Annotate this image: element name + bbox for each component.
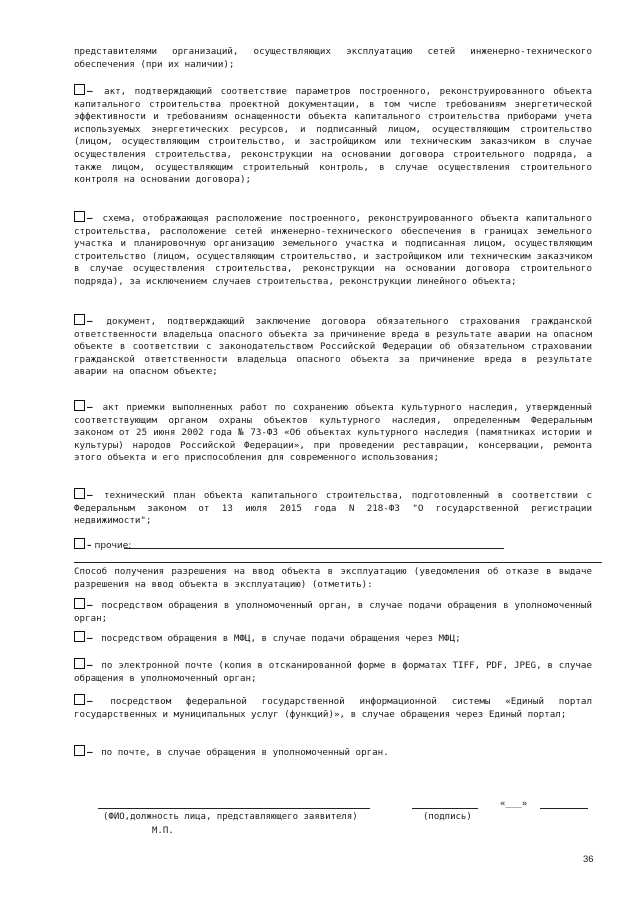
checkbox[interactable]	[74, 488, 85, 499]
dash: –	[87, 633, 93, 644]
section-divider	[74, 562, 602, 563]
dash: –	[87, 660, 93, 671]
method-portal	[74, 694, 592, 721]
dash: –	[87, 213, 93, 224]
item-insurance	[74, 314, 592, 379]
other-label: прочие:	[94, 541, 132, 551]
item-scheme	[74, 211, 592, 289]
page-number: 36	[583, 854, 594, 865]
item-other	[74, 538, 592, 553]
dash: –	[87, 696, 93, 707]
method-mfc	[74, 631, 592, 646]
checkbox[interactable]	[74, 84, 85, 95]
dash: –	[87, 490, 93, 501]
checkbox[interactable]	[74, 211, 85, 222]
checkbox[interactable]	[74, 694, 85, 705]
method-text: посредством обращения в уполномоченный орган, в случае подачи обращения в уполномоченный орган;	[74, 600, 592, 624]
date-field[interactable]	[500, 799, 527, 809]
other-input-line[interactable]	[124, 548, 504, 549]
date-month-line[interactable]	[540, 808, 588, 809]
dash: –	[87, 541, 92, 551]
stamp-place: М.П.	[152, 826, 174, 836]
dash: –	[87, 316, 93, 327]
method-heading: Способ получения разрешения на ввод объекта в эксплуатацию (уведомления об отказе в выдаче разрешения на ввод объекта в эксплуатацию) (отметить):	[74, 566, 592, 590]
checkbox[interactable]	[74, 631, 85, 642]
dash: –	[87, 402, 93, 413]
fio-caption: (ФИО,должность лица, представляющего заявителя)	[103, 812, 358, 822]
item-text: документ, подтверждающий заключение договора обязательного страхования гражданской ответственности владельца опасного объекта за причинение вреда в результате аварии на опасном объекте в соответствии с законодательством Российской Федерации об обязательном страховании гражданской ответственности владельца опасного объекта за причинение вреда в результате аварии на опасном объекте;	[74, 316, 592, 378]
item-text: технический план объекта капитального строительства, подготовленный в соответствии с Федеральным законом от 13 июля 2015 года N 218-ФЗ "О государственной регистрации недвижимости";	[74, 490, 592, 527]
fio-line[interactable]	[98, 808, 370, 809]
method-text: по электронной почте (копия в отсканированной форме в форматах TIFF, PDF, JPEG, в случае обращения в уполномоченный орган;	[74, 660, 592, 684]
method-text: посредством федеральной государственной информационной системы «Единый портал государственных и муниципальных услуг (функций)», в случае обращения через Единый портал;	[74, 696, 592, 720]
item-text: акт приемки выполненных работ по сохранению объекта культурного наследия, утвержденный соответствующим органом охраны объектов культурного наследия, определенным Федеральным законом от 25 июня 2002 года № 73-ФЗ «Об объектах культурного наследия (памятниках истории и культуры) народов Российской Федерации», при проведении реставрации, консервации, ремонта этого объекта и его приспособления для современного использования;	[74, 402, 592, 464]
date-day-blank: ___	[505, 799, 522, 809]
item-tech-plan	[74, 488, 592, 528]
method-post	[74, 745, 592, 760]
item-text: схема, отображающая расположение построенного, реконструированного объекта капитального строительства, расположение сетей инженерно-технического обеспечения в границах земельного участка и планировочную организацию земельного участка и подписанная лицом, осуществляющим строительство (лицом, осуществляющим строительство, и застройщиком или техническим заказчиком в случае осуществления строительства, реконструкции на основании договора строительного подряда), за исключением случаев строительства, реконструкции линейного объекта;	[74, 213, 592, 287]
checkbox[interactable]	[74, 400, 85, 411]
method-authority	[74, 598, 592, 625]
checkbox[interactable]	[74, 745, 85, 756]
item-act-compliance	[74, 84, 592, 187]
dash: –	[87, 747, 93, 758]
method-text: посредством обращения в МФЦ, в случае подачи обращения через МФЦ;	[101, 633, 461, 644]
method-text: по почте, в случае обращения в уполномоченный орган.	[101, 747, 389, 758]
dash: –	[87, 86, 93, 97]
item-text: акт, подтверждающий соответствие параметров построенного, реконструированного объекта капитального строительства проектной документации, в том числе требованиям энергетической эффективности и требованиям оснащенности объекта капитального строительства приборами учета используемых энергетических ресурсов, и подписанный лицом, осуществляющим строительство (лицом, осуществляющим строительство, и застройщиком или техническим заказчиком в случае осуществления строительства, реконструкции на основании договора строительного подряда, а также лицом, осуществляющим строительный контроль, в случае осуществления строительного контроля на основании договора);	[74, 86, 592, 186]
date-open-quote: «	[500, 799, 506, 809]
checkbox[interactable]	[74, 598, 85, 609]
date-close-quote: »	[521, 799, 528, 809]
method-email	[74, 658, 592, 685]
checkbox[interactable]	[74, 538, 85, 549]
checkbox[interactable]	[74, 658, 85, 669]
dash: –	[87, 600, 93, 611]
intro-fragment: представителями организаций, осуществляющих эксплуатацию сетей инженерно-технического обеспечения (при их наличии);	[74, 46, 592, 70]
signature-caption: (подпись)	[423, 812, 472, 822]
signature-line[interactable]	[412, 808, 478, 809]
item-heritage	[74, 400, 592, 465]
checkbox[interactable]	[74, 314, 85, 325]
